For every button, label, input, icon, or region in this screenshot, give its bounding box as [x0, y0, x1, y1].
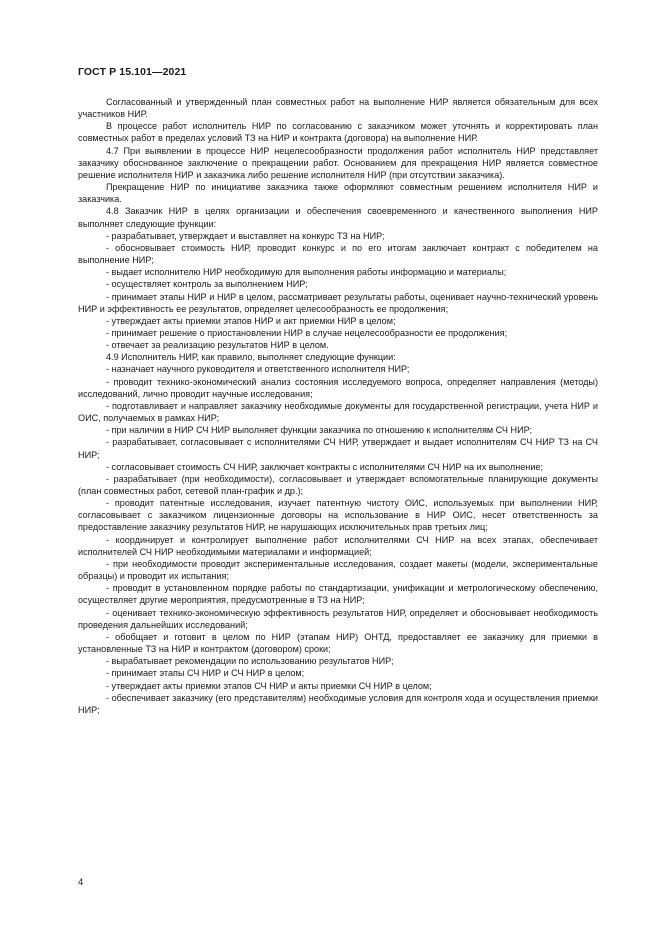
list-item: - обосновывает стоимость НИР, проводит конкурс и по его итогам заключает контракт с победителем на выполнение НИР;: [78, 242, 598, 266]
paragraph: В процессе работ исполнитель НИР по согласованию с заказчиком может уточнять и корректировать план совместных работ в пределах условий ТЗ на НИР и контракта (договора) на выполнение НИР.: [78, 121, 598, 144]
list-item: - обобщает и готовит в целом по НИР (этапам НИР) ОНТД, предоставляет ее заказчику для приемки в установленные ТЗ на НИР и контрактом (договором) сроки;: [78, 631, 598, 655]
paragraph: Прекращение НИР по инициативе заказчика также оформляют совместным решением исполнителя НИР и заказчика.: [78, 182, 598, 205]
list-item: - назначает научного руководителя и ответственного исполнителя НИР;: [106, 364, 410, 375]
list-item: - разрабатывает (при необходимости), согласовывает и утверждает вспомогательные планирующие документы (план совместных работ, сетевой план-график и др.);: [78, 473, 598, 496]
list-item: - вырабатывает рекомендации по использованию результатов НИР;: [106, 656, 394, 667]
list-item: - подготавливает и направляет заказчику необходимые документы для государственной регистрации, учета НИР и ОИС, получаемых в рамках НИР;: [78, 400, 598, 424]
list-item: - при необходимости проводит экспериментальные исследования, создает макеты (модели, экспериментальные образцы) и проводит их испытания;: [78, 558, 598, 582]
list-item: - отвечает за реализацию результатов НИР в целом.: [106, 340, 329, 351]
paragraph: Согласованный и утвержденный план совместных работ на выполнение НИР является обязательным для всех участников НИР.: [78, 97, 598, 120]
page-number: 4: [78, 877, 84, 888]
document-header: ГОСТ Р 15.101—2021: [78, 66, 187, 78]
paragraph: 4.7 При выявлении в процессе НИР нецелесообразности продолжения работ исполнитель НИР представляет заказчику обоснованное заключение о прекращении работ. Основанием для прекращения НИР является совместное решение исполнителя НИР и заказчика либо решение исполнителя НИР (при отсутствии заказчика).: [78, 145, 598, 180]
list-item: - проводит в установленном порядке работы по стандартизации, унификации и метрологическому обеспечению, осуществляет другие мероприятия, предусмотренные в ТЗ на НИР;: [78, 583, 598, 606]
list-item: - координирует и контролирует выполнение работ исполнителями СЧ НИР на всех этапах, обеспечивает исполнителей СЧ НИР необходимыми материалами и информацией;: [78, 534, 598, 557]
list-item: - проводит патентные исследования, изучает патентную чистоту ОИС, используемых при выполнении НИР, согласовывает с заказчиком лицензионные договоры на использование в НИР ОИС, несет ответственность за предоставление заказчику результатов НИР, не нарушающих исключительных прав третьих лиц;: [78, 498, 598, 533]
list-item: - обеспечивает заказчику (его представителям) необходимые условия для контроля хода и осуществления приемки НИР;: [78, 692, 598, 715]
list-item: - принимает этапы НИР и НИР в целом, рассматривает результаты работы, оценивает научно-технический уровень НИР и эффективность ее результатов, определяет целесообразность ее продолжения;: [78, 291, 598, 314]
list-item: - оценивает технико-экономическую эффективность результатов НИР, определяет и обосновывает необходимость проведения дальнейших исследований;: [78, 607, 598, 630]
list-item: - утверждает акты приемки этапов СЧ НИР и акты приемки СЧ НИР в целом;: [106, 680, 432, 691]
paragraph: 4.9 Исполнитель НИР, как правило, выполняет следующие функции:: [106, 352, 396, 363]
list-item: - разрабатывает, утверждает и выставляет на конкурс ТЗ на НИР;: [106, 230, 385, 241]
list-item: - выдает исполнителю НИР необходимую для выполнения работы информацию и материалы;: [106, 267, 507, 278]
list-item: - осуществляет контроль за выполнением НИР;: [106, 279, 308, 290]
list-item: - утверждает акты приемки этапов НИР и акт приемки НИР в целом;: [106, 315, 396, 326]
list-item: - проводит технико-экономический анализ состояния исследуемого вопроса, определяет направления (методы) исследований, лично проводит научные исследования;: [78, 376, 598, 399]
list-item: - согласовывает стоимость СЧ НИР, заключает контракты с исполнителями СЧ НИР на их выполнение;: [106, 461, 543, 472]
list-item: - принимает решение о приостановлении НИР в случае нецелесообразности ее продолжения;: [106, 327, 508, 338]
paragraph: 4.8 Заказчик НИР в целях организации и обеспечения своевременного и качественного выполнения НИР выполняет следующие функции:: [78, 206, 598, 229]
document-body: [78, 96, 598, 716]
list-item: - при наличии в НИР СЧ НИР выполняет функции заказчика по отношению к исполнителям СЧ НИР;: [106, 425, 533, 436]
list-item: - разрабатывает, согласовывает с исполнителями СЧ НИР, утверждает и выдает исполнителям СЧ НИР ТЗ на СЧ НИР;: [78, 437, 598, 460]
list-item: - принимает этапы СЧ НИР и СЧ НИР в целом;: [106, 668, 305, 679]
